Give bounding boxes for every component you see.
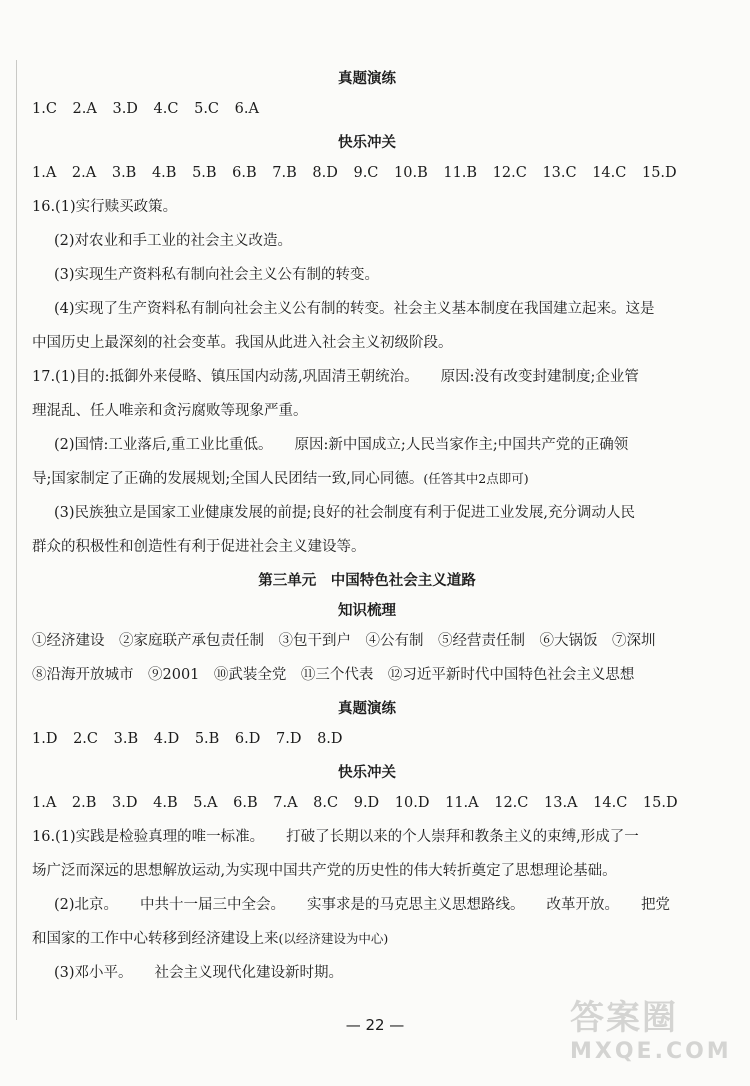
- answer-fragment: 中共十一届三中全会。: [140, 897, 286, 913]
- answer-fragment: 打破了长期以来的个人崇拜和教条主义的束缚,形成了一: [286, 829, 639, 845]
- mcq-answer: 13.C: [542, 165, 577, 181]
- answer-line: 16.(1)实行赎买政策。: [32, 199, 178, 215]
- mcq-answer: 3.B: [111, 165, 137, 181]
- section-title-zhenti-2: 真题演练: [338, 700, 396, 717]
- mcq-answer: 10.B: [394, 165, 428, 181]
- mcq-answer: 3.B: [113, 731, 139, 747]
- answer-line: 场广泛而深远的思想解放运动,为实现中国共产党的历史性的伟大转折奠定了思想理论基础。: [32, 863, 617, 879]
- mcq-answer: 1.C: [32, 101, 57, 117]
- margin-line: [16, 60, 17, 1020]
- answer-note: (以经济建设为中心): [278, 931, 389, 946]
- mcq-answers-1: [32, 92, 702, 126]
- answer-line: [32, 820, 702, 854]
- knowledge-line: ⑧沿海开放城市 ⑨2001 ⑩武装全党 ⑪三个代表 ⑫习近平新时代中国特色社会主义思想: [32, 667, 635, 683]
- mcq-answer: 7.B: [272, 165, 297, 181]
- mcq-answer: 6.A: [234, 101, 259, 117]
- answer-line: (2)对农业和手工业的社会主义改造。: [54, 233, 293, 249]
- mcq-answer: 10.D: [394, 795, 430, 811]
- answer-content: [32, 66, 702, 990]
- watermark-url: MXQE.COM: [570, 1039, 732, 1064]
- answer-line: [32, 888, 702, 922]
- answer-line: [32, 462, 702, 496]
- answer-fragment: 原因:没有改变封建制度;企业管: [440, 369, 639, 385]
- answer-line: 中国历史上最深刻的社会变革。我国从此进入社会主义初级阶段。: [32, 335, 453, 351]
- answer-line: [32, 360, 702, 394]
- mcq-answer: 2.C: [73, 731, 99, 747]
- mcq-answer: 3.D: [112, 101, 138, 117]
- answer-fragment: 实事求是的马克思主义思想路线。: [307, 897, 525, 913]
- answer-line: [32, 428, 702, 462]
- mcq-answer: 12.C: [492, 165, 527, 181]
- mcq-answer: 2.B: [71, 795, 97, 811]
- answer-line: (4)实现了生产资料私有制向社会主义公有制的转变。社会主义基本制度在我国建立起来。这是: [54, 301, 655, 317]
- mcq-answer: 12.C: [494, 795, 529, 811]
- mcq-answer: 4.C: [153, 101, 179, 117]
- mcq-answer: 3.D: [112, 795, 138, 811]
- mcq-answers-2: [32, 156, 702, 190]
- mcq-answer: 7.A: [273, 795, 298, 811]
- watermark-text: 答案圈: [570, 998, 678, 1038]
- section-title-zhenti-1: 真题演练: [338, 70, 396, 87]
- answer-line: 理混乱、任人唯亲和贪污腐败等现象严重。: [32, 403, 308, 419]
- mcq-answer: 6.B: [232, 165, 257, 181]
- answer-fragment: 16.(1)实践是检验真理的唯一标准。: [32, 829, 265, 845]
- mcq-answer: 8.D: [312, 165, 338, 181]
- answer-line: (3)实现生产资料私有制向社会主义公有制的转变。: [54, 267, 380, 283]
- section-title-zhishi: 知识梳理: [338, 602, 396, 619]
- answer-fragment: 和国家的工作中心转移到经济建设上来: [32, 931, 279, 947]
- answer-fragment: (3)邓小平。: [54, 965, 133, 981]
- mcq-answer: 8.C: [313, 795, 339, 811]
- answer-fragment: (2)国情:工业落后,重工业比重低。: [54, 437, 273, 453]
- mcq-answer: 14.C: [593, 795, 628, 811]
- answer-line: [32, 956, 702, 990]
- mcq-answer: 15.D: [641, 165, 677, 181]
- mcq-answer: 11.A: [445, 795, 479, 811]
- answer-fragment: 原因:新中国成立;人民当家作主;中国共产党的正确领: [294, 437, 629, 453]
- answer-line: [32, 922, 702, 956]
- mcq-answer: 6.D: [234, 731, 261, 747]
- answer-fragment: 导;国家制定了正确的发展规划;全国人民团结一致,同心同德。: [32, 471, 424, 487]
- mcq-answer: 5.C: [194, 101, 220, 117]
- mcq-answer: 1.A: [32, 795, 57, 811]
- answer-fragment: 改革开放。: [546, 897, 620, 913]
- answer-note: (任答其中2点即可): [423, 471, 529, 486]
- answer-fragment: (2)北京。: [54, 897, 119, 913]
- mcq-answer: 9.C: [353, 165, 379, 181]
- page-number: — 22 —: [345, 1016, 405, 1034]
- section-title-kuaile-2: 快乐冲关: [338, 764, 396, 781]
- mcq-answer: 11.B: [443, 165, 478, 181]
- answer-line: (3)民族独立是国家工业健康发展的前提;良好的社会制度有利于促进工业发展,充分调动人民: [54, 505, 636, 521]
- unit-title: 第三单元 中国特色社会主义道路: [258, 572, 476, 589]
- answer-line: 群众的积极性和创造性有利于促进社会主义建设等。: [32, 539, 366, 555]
- section-title-kuaile-1: 快乐冲关: [338, 134, 396, 151]
- watermark-logo: [570, 998, 740, 1078]
- mcq-answer: 4.B: [153, 795, 178, 811]
- mcq-answer: 15.D: [642, 795, 678, 811]
- mcq-answer: 4.B: [151, 165, 177, 181]
- mcq-answer: 14.C: [592, 165, 627, 181]
- mcq-answer: 13.A: [544, 795, 578, 811]
- mcq-answer: 8.D: [317, 731, 343, 747]
- mcq-answer: 2.A: [72, 101, 97, 117]
- mcq-answer: 6.B: [233, 795, 258, 811]
- mcq-answer: 4.D: [153, 731, 180, 747]
- answer-fragment: 社会主义现代化建设新时期。: [154, 965, 344, 981]
- answer-fragment: 17.(1)目的:抵御外来侵略、镇压国内动荡,巩固清王朝统治。: [32, 369, 419, 385]
- mcq-answer: 2.A: [71, 165, 97, 181]
- mcq-answers-5: [32, 786, 702, 820]
- mcq-answer: 9.D: [353, 795, 380, 811]
- knowledge-line: ①经济建设 ②家庭联产承包责任制 ③包干到户 ④公有制 ⑤经营责任制 ⑥大锅饭 ⑦深圳: [32, 633, 656, 649]
- answer-fragment: 把党: [641, 897, 671, 913]
- mcq-answer: 1.A: [32, 165, 57, 181]
- mcq-answer: 5.A: [193, 795, 218, 811]
- mcq-answer: 1.D: [32, 731, 58, 747]
- mcq-answers-4: [32, 722, 702, 756]
- mcq-answer: 5.B: [194, 731, 220, 747]
- mcq-answer: 7.D: [276, 731, 302, 747]
- mcq-answer: 5.B: [192, 165, 217, 181]
